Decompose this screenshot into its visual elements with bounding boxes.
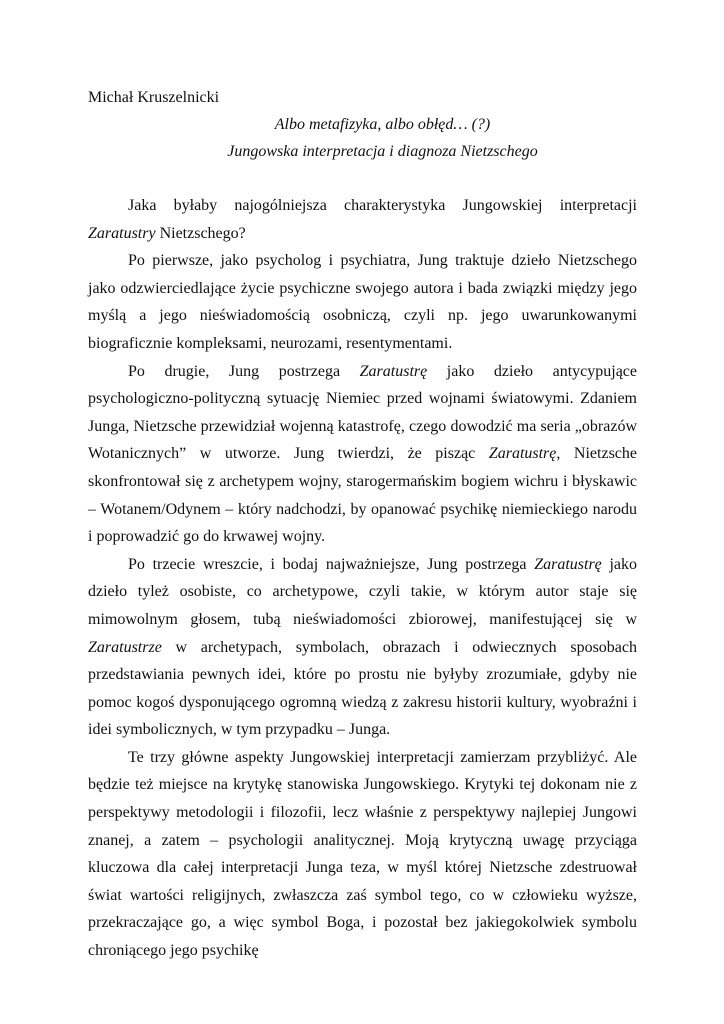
text-run: Po trzecie wreszcie, i bodaj najważniejsze, Jung postrzega <box>128 555 535 573</box>
text-run: Nietzschego? <box>155 224 246 242</box>
text-run: Te trzy główne aspekty Jungowskiej interpretacji zamierzam przybliżyć. Ale będzie też miejsce na krytykę stanowiska Jungowskiego. Krytyki tej dokonam nie z perspektywy metodologii i filozofii, lecz właśnie z perspektywy najlepiej Jungowi znanej, a zatem – psychologii analitycznej. Moją krytyczną uwagę przyciąga kluczowa dla całej interpretacji Junga teza, w myśl której Nietzsche zdestruował świat wartości religijnych, zwłaszcza zaś symbol tego, co w człowieku wyższe, przekraczające go, a więc symbol Boga, i pozostał bez jakiegokolwiek symbolu chroniącego jego psychikę <box>88 748 637 960</box>
italic-title: Zaratustrę <box>534 555 602 573</box>
italic-title: Zaratustrę <box>359 362 428 380</box>
paragraph-2 <box>88 247 637 357</box>
document-page <box>88 84 637 965</box>
italic-title: Zaratustrę <box>488 445 557 463</box>
paragraph-1 <box>88 192 637 247</box>
text-run: Po drugie, Jung postrzega <box>128 362 360 380</box>
document-title: Albo metafizyka, albo obłęd… (?) <box>274 116 491 133</box>
document-subtitle: Jungowska interpretacja i diagnoza Nietzschego <box>227 143 538 160</box>
text-run: , Nietzsche skonfrontował się z archetypem wojny, starogermańskim bogiem wichru i błyskawic – Wotanem/Odynem – który nadchodzi, by opanować psychikę niemieckiego narodu i poprowadzić go do krwawej wojny. <box>88 445 637 546</box>
text-run: jako dzieło tyleż osobiste, co archetypowe, czyli takie, w którym autor staje się mimowolnym głosem, tubą nieświadomości zbiorowej, manifestującej się w <box>88 555 638 628</box>
italic-title: Zaratustrze <box>88 638 162 656</box>
paragraph-3 <box>88 358 637 551</box>
paragraph-4 <box>88 551 637 744</box>
text-run: w archetypach, symbolach, obrazach i odwiecznych sposobach przedstawiania pewnych idei, które po prostu nie byłyby zrozumiałe, gdyby nie pomoc kogoś dysponującego ogromną wiedzą z zakresu historii kultury, wyobraźni i idei symbolicznych, w tym przypadku – Junga. <box>88 638 637 739</box>
text-run: Po pierwsze, jako psycholog i psychiatra, Jung traktuje dzieło Nietzschego jako odzwierciedlające życie psychiczne swojego autora i bada związki między jego myślą a jego nieświadomością osobniczą, czyli np. jego uwarunkowanymi biograficznie kompleksami, neurozami, resentymentami. <box>88 252 637 352</box>
text-run: jako dzieło antycypujące psychologiczno-polityczną sytuację Niemiec przed wojnami światowymi. Zdaniem Junga, Nietzsche przewidział wojenną katastrofę, czego dowodzić ma seria „obrazów Wotanicznych” w utworze. Jung twierdzi, że pisząc <box>88 362 637 463</box>
paragraph-5 <box>88 744 637 965</box>
spacer <box>88 165 637 192</box>
text-run: Jaka byłaby najogólniejsza charakterystyka Jungowskiej interpretacji <box>128 197 637 214</box>
author-name: Michał Kruszelnicki <box>88 89 220 106</box>
italic-title: Zaratustry <box>88 224 156 242</box>
